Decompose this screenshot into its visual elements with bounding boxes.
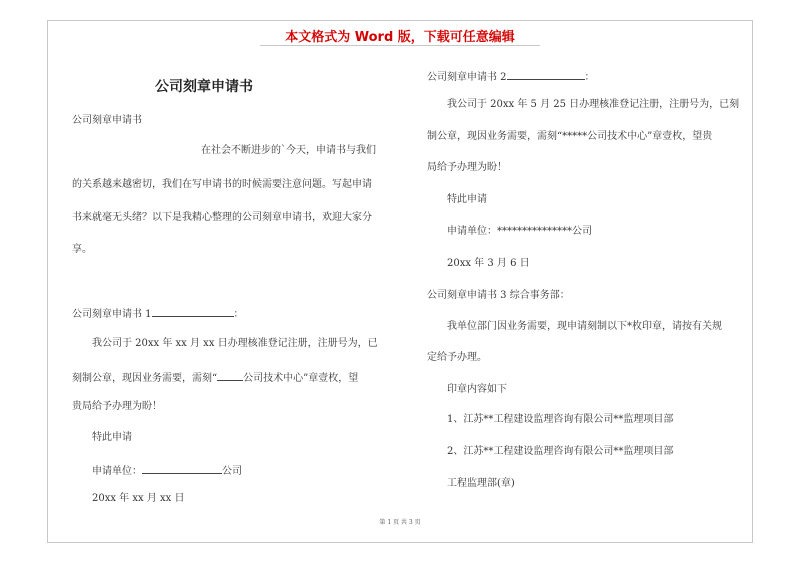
- intro-line-4: 享。: [72, 244, 92, 255]
- letter1-applicant-label: 申请单位：: [92, 466, 142, 477]
- letter1-date: 20xx 年 xx 月 xx 日: [92, 493, 185, 504]
- letter1-applicant-suffix: 公司: [222, 466, 242, 477]
- document-title: 公司刻章申请书: [155, 79, 253, 95]
- letter2-date: 20xx 年 3 月 6 日: [447, 258, 530, 269]
- letter2-heading-text: 公司刻章申请书 2: [427, 72, 507, 83]
- seal-item-1: 1、江苏**工程建设监理咨询有限公司**监理项目部: [447, 414, 674, 425]
- page-footer: 第 1 页 共 3 页: [379, 519, 421, 526]
- letter1-closing: 特此申请: [92, 432, 132, 443]
- section-heading: 公司刻章申请书: [72, 115, 142, 126]
- download-banner: 本文格式为 Word 版，下载可任意编辑: [285, 30, 515, 45]
- letter2-body-3: 局给予办理为盼！: [427, 162, 507, 173]
- letter3-heading: 公司刻章申请书 3 综合事务部：: [427, 290, 570, 301]
- letter2-body-1: 我公司于 20xx 年 5 月 25 日办理核准登记注册，注册号为，已刻: [447, 99, 740, 110]
- letter2-heading: [427, 69, 595, 84]
- blank-line: [142, 463, 222, 474]
- letter1-body-2a: 刻制公章，现因业务需要，需刻“: [72, 373, 218, 384]
- banner-divider: [260, 45, 540, 46]
- intro-line-3: 书来就毫无头绪？以下是我精心整理的公司刻章申请书，欢迎大家分: [72, 212, 372, 223]
- letter1-body-1: 我公司于 20xx 年 xx 月 xx 日办理核准登记注册，注册号为，已: [92, 338, 378, 349]
- letter2-heading-colon: ：: [584, 72, 595, 83]
- letter1-applicant: [92, 463, 242, 478]
- letter1-body-3: 贵局给予办理为盼！: [72, 401, 162, 412]
- blank-line: [152, 306, 234, 317]
- letter1-body-2b: 公司技术中心”章壹枚，望: [243, 373, 359, 384]
- letter3-body-1: 我单位部门因业务需要，现申请刻制以下*枚印章，请按有关规: [447, 321, 722, 332]
- seal-item-2: 2、江苏**工程建设监理咨询有限公司**监理项目部: [447, 446, 674, 457]
- blank-line: [217, 370, 243, 381]
- intro-line-2: 的关系越来越密切，我们在写申请书的时候需要注意问题。写起申请: [72, 179, 372, 190]
- letter1-heading-colon: ：: [233, 309, 244, 320]
- letter3-body-2: 定给予办理。: [427, 352, 487, 363]
- letter1-body-2: [72, 370, 358, 385]
- letter2-closing: 特此申请: [447, 194, 487, 205]
- letter1-heading-text: 公司刻章申请书 1: [72, 309, 152, 320]
- seal-contents-intro: 印章内容如下: [447, 384, 507, 395]
- letter2-applicant: 申请单位：***************公司: [447, 226, 592, 237]
- letter1-heading: [72, 306, 244, 321]
- blank-line: [507, 69, 585, 80]
- intro-line-1: 在社会不断进步的`今天，申请书与我们: [201, 145, 376, 156]
- letter2-body-2: 制公章，现因业务需要，需刻“*****公司技术中心”章壹枚，望贵: [427, 131, 713, 142]
- seal-item-3: 工程监理部(章): [447, 478, 515, 489]
